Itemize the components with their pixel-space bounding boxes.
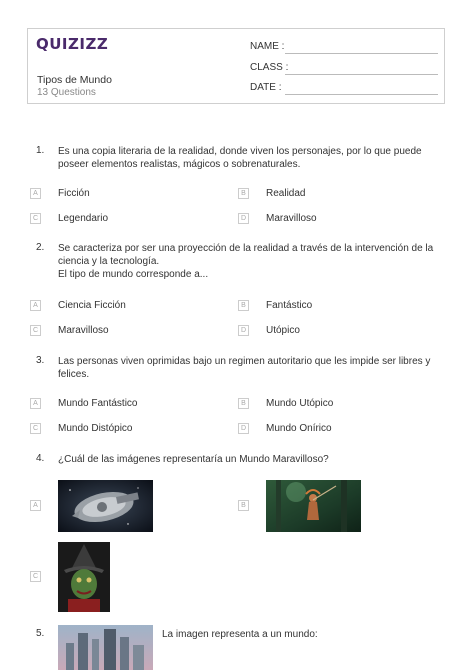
option-letter: A: [30, 300, 41, 311]
question-text: ¿Cuál de las imágenes representaría un Mundo Maravilloso?: [58, 454, 329, 465]
option-letter: A: [30, 188, 41, 199]
question-count: 13 Questions: [37, 87, 96, 98]
quizizz-logo: QUIZIZZ: [36, 35, 109, 53]
option-letter: A: [30, 398, 41, 409]
worksheet-title: Tipos de Mundo: [37, 74, 112, 86]
option-letter: B: [238, 500, 249, 511]
option-letter: C: [30, 213, 41, 224]
question-text: La imagen representa a un mundo:: [162, 629, 318, 640]
option-text: Fantástico: [266, 300, 313, 311]
option-a[interactable]: [30, 300, 126, 311]
option-c[interactable]: [30, 213, 108, 224]
option-b[interactable]: [238, 500, 266, 511]
option-letter: B: [238, 398, 249, 409]
option-text: Mundo Utópico: [266, 398, 334, 409]
option-text: Ficción: [58, 188, 90, 199]
question-text-line: Se caracteriza por ser una proyección de la realidad a través de la intervención de la: [58, 243, 434, 254]
option-text: Mundo Fantástico: [58, 398, 138, 409]
name-label: NAME :: [250, 41, 285, 52]
option-a[interactable]: [30, 188, 90, 199]
option-d[interactable]: [238, 325, 300, 336]
option-b[interactable]: [238, 300, 312, 311]
option-a[interactable]: [30, 500, 58, 511]
option-letter: D: [238, 423, 249, 434]
option-letter: D: [238, 325, 249, 336]
date-label: DATE :: [250, 82, 282, 93]
option-text: Maravilloso: [58, 325, 109, 336]
option-letter: B: [238, 188, 249, 199]
name-field[interactable]: [250, 41, 284, 52]
option-a[interactable]: [30, 398, 138, 409]
option-letter: B: [238, 300, 249, 311]
question-text: Es una copia literaria de la realidad, donde viven los personajes, por lo que puede poseer elementos realistas, mágicos o sobrenaturales.: [58, 146, 422, 170]
question-text-line: ciencia y la tecnología.: [58, 256, 160, 267]
question-number: 4.: [36, 453, 45, 464]
option-letter: C: [30, 571, 41, 582]
option-d[interactable]: [238, 213, 317, 224]
question-text-line: El tipo de mundo corresponde a...: [58, 269, 209, 280]
option-letter: A: [30, 500, 41, 511]
option-c[interactable]: [30, 423, 132, 434]
option-letter: D: [238, 213, 249, 224]
option-b[interactable]: [238, 188, 305, 199]
question-number: 5.: [36, 628, 45, 639]
option-d[interactable]: [238, 423, 332, 434]
option-text: Mundo Distópico: [58, 423, 133, 434]
question-text: [58, 242, 438, 281]
millennium-falcon-image[interactable]: [58, 480, 153, 532]
class-label: CLASS :: [250, 62, 289, 73]
option-text: Realidad: [266, 188, 306, 199]
option-c[interactable]: [30, 325, 109, 336]
option-text: Mundo Onírico: [266, 423, 332, 434]
fantasy-forest-image[interactable]: [266, 480, 361, 532]
option-letter: C: [30, 325, 41, 336]
question-text: Las personas viven oprimidas bajo un regimen autoritario que les impide ser libres y felices.: [58, 356, 431, 380]
question-number: 3.: [36, 355, 45, 366]
option-text: Ciencia Ficción: [58, 300, 126, 311]
goblin-creature-image[interactable]: [58, 542, 110, 612]
question-number: 2.: [36, 242, 45, 253]
option-text: Maravilloso: [266, 213, 317, 224]
worksheet-header: [27, 28, 445, 104]
option-text: Legendario: [58, 213, 109, 224]
date-field[interactable]: [250, 82, 281, 93]
option-text: Utópico: [266, 325, 300, 336]
option-c[interactable]: [30, 571, 58, 582]
question-number: 1.: [36, 145, 45, 156]
option-letter: C: [30, 423, 41, 434]
option-b[interactable]: [238, 398, 333, 409]
futuristic-city-image[interactable]: [58, 625, 153, 670]
class-field[interactable]: [250, 62, 288, 73]
